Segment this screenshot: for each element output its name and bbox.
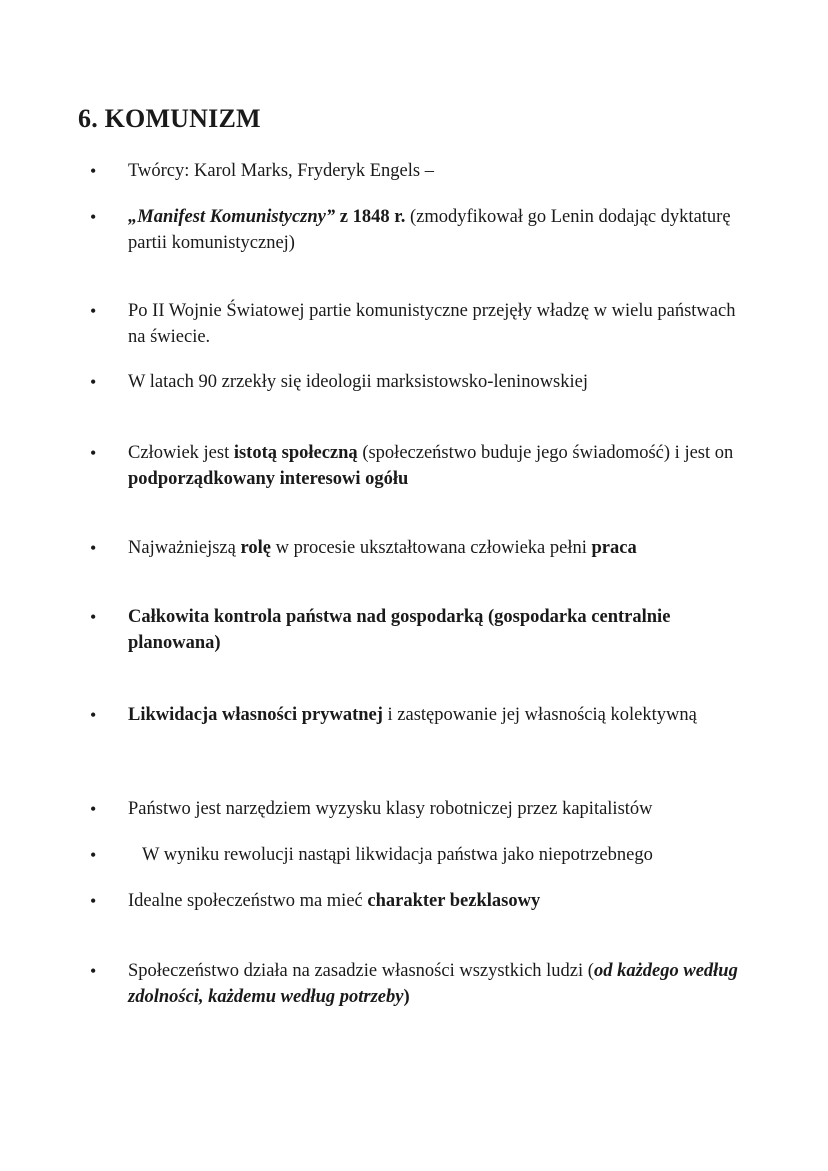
list-item-text	[128, 888, 748, 914]
text-segment: „Manifest Komunistyczny”	[128, 207, 336, 227]
text-segment: (społeczeństwo buduje jego świadomość) i jest on	[357, 443, 734, 463]
bullet: •	[90, 845, 97, 865]
text-segment: Idealne społeczeństwo ma mieć	[128, 891, 368, 911]
list-item-text	[128, 958, 748, 1010]
bullet: •	[90, 443, 97, 463]
text-segment: (zmodyfikował go Lenin dodając dyktaturę partii komunistycznej)	[128, 207, 731, 253]
text-segment: Najważniejszą	[128, 538, 241, 558]
text-segment: Człowiek jest	[128, 443, 234, 463]
bullet: •	[90, 538, 97, 558]
text-segment: charakter bezklasowy	[367, 891, 541, 911]
bullet: •	[90, 891, 97, 911]
list-item-text	[128, 440, 748, 492]
text-segment: praca	[591, 538, 637, 558]
bullet: •	[90, 372, 97, 392]
text-segment: Społeczeństwo działa na zasadzie własności wszystkich ludzi (	[128, 961, 594, 981]
bullet: •	[90, 207, 97, 227]
text-segment: w procesie ukształtowana człowieka pełni	[270, 538, 592, 558]
bullet: •	[90, 799, 97, 819]
text-segment: W latach 90 zrzekły się ideologii marksistowsko-leninowskiej	[128, 372, 588, 392]
text-segment: )	[403, 987, 410, 1007]
text-segment: W wyniku rewolucji nastąpi likwidacja państwa jako niepotrzebnego	[142, 845, 653, 865]
text-segment: i zastępowanie jej własnością kolektywną	[382, 705, 697, 725]
text-segment: podporządkowany interesowi ogółu	[128, 469, 409, 489]
list-item-text	[128, 604, 748, 656]
list-item-text	[128, 298, 748, 350]
list-item-text	[128, 158, 748, 184]
bullet: •	[90, 705, 97, 725]
text-segment: rolę	[240, 538, 271, 558]
bullet: •	[90, 607, 97, 627]
text-segment: Twórcy: Karol Marks, Fryderyk Engels –	[128, 161, 434, 181]
text-segment: Likwidacja własności prywatnej	[128, 705, 383, 725]
list-item-text	[128, 369, 748, 395]
bullet: •	[90, 961, 97, 981]
text-segment: Państwo jest narzędziem wyzysku klasy robotniczej przez kapitalistów	[128, 799, 653, 819]
list-item-text	[128, 535, 748, 561]
text-segment: istotą społeczną	[233, 443, 358, 463]
text-segment: z 1848 r.	[335, 207, 406, 227]
list-item-text	[142, 842, 762, 868]
list-item-text	[128, 204, 748, 256]
text-segment: od każdego według zdolności, każdemu według potrzeby	[128, 961, 738, 1007]
text-segment: Całkowita kontrola państwa nad gospodarką (gospodarka centralnie planowana)	[128, 607, 671, 653]
list-item-text	[128, 796, 748, 822]
bullet: •	[90, 301, 97, 321]
page-title: 6. KOMUNIZM	[78, 104, 261, 133]
text-segment: Po II Wojnie Światowej partie komunistyczne przejęły władzę w wielu państwach na świecie.	[128, 301, 736, 347]
list-item-text	[128, 702, 748, 728]
bullet: •	[90, 161, 97, 181]
